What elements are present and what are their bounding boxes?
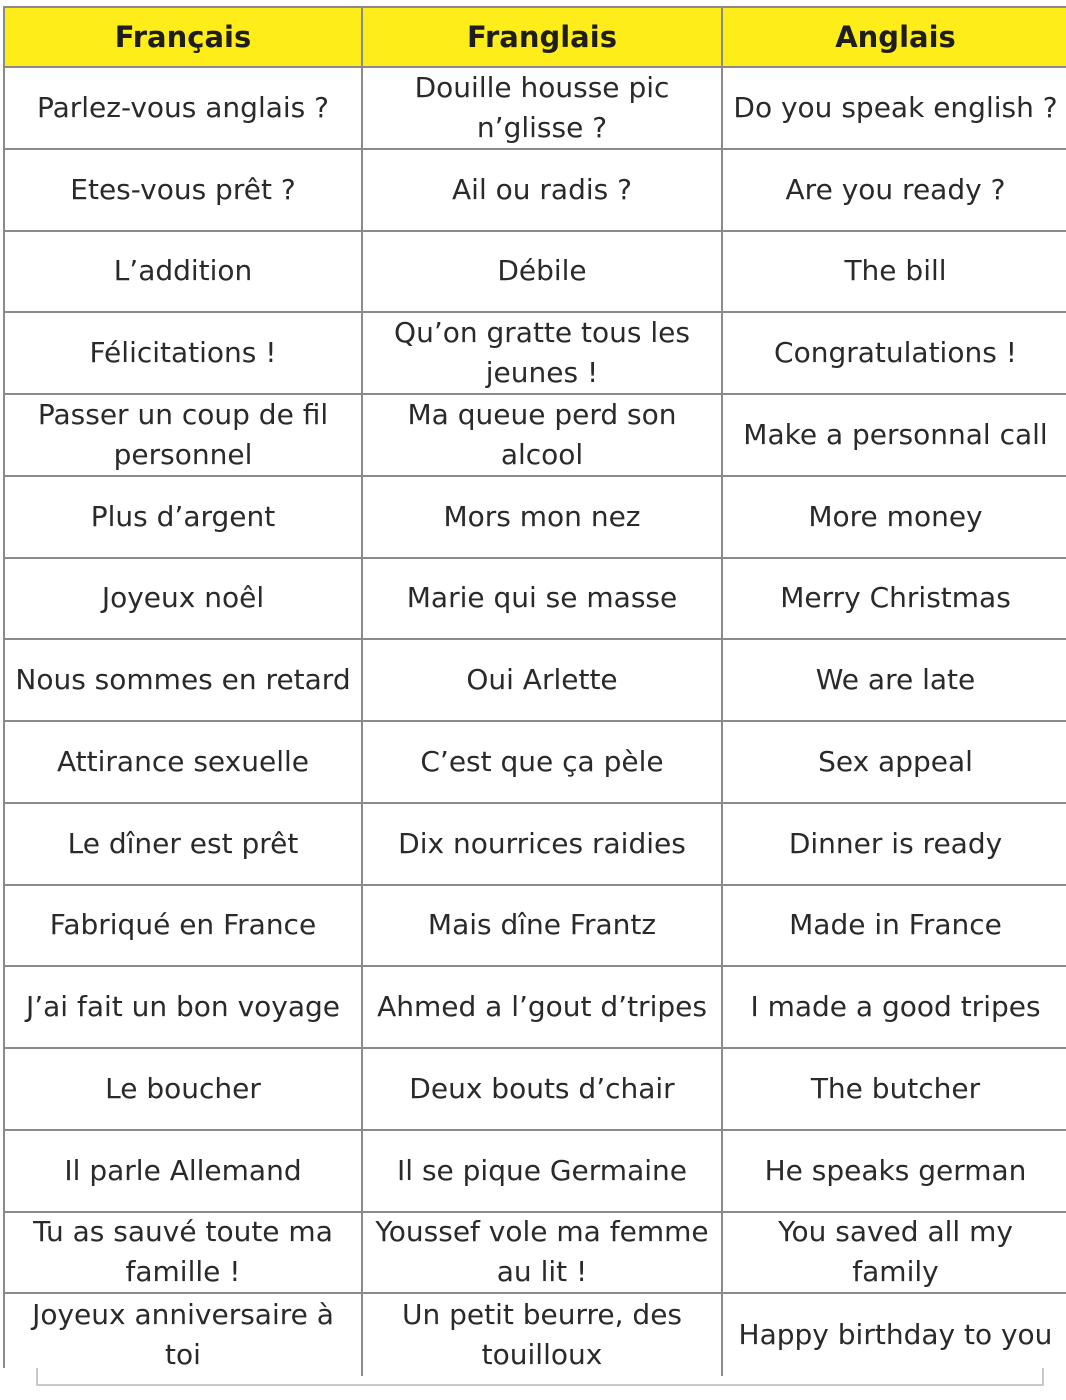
table-cell-francais: J’ai fait un bon voyage bbox=[5, 967, 363, 1049]
table-cell-francais: Le dîner est prêt bbox=[5, 804, 363, 886]
table-cell-anglais: Dinner is ready bbox=[723, 804, 1066, 886]
table-cell-franglais: Mors mon nez bbox=[363, 477, 723, 559]
table-cell-franglais: Douille housse pic n’glisse ? bbox=[363, 68, 723, 150]
table-cell-francais: Il parle Allemand bbox=[5, 1131, 363, 1213]
table-cell-franglais: Dix nourrices raidies bbox=[363, 804, 723, 886]
table-cell-anglais: More money bbox=[723, 477, 1066, 559]
table-cell-franglais: Marie qui se masse bbox=[363, 559, 723, 641]
table-cell-anglais: You saved all my family bbox=[723, 1213, 1066, 1295]
table-cell-francais: Nous sommes en retard bbox=[5, 640, 363, 722]
comparison-table bbox=[3, 6, 1066, 1372]
table-cell-francais: Attirance sexuelle bbox=[5, 722, 363, 804]
table-cell-franglais: Youssef vole ma femme au lit ! bbox=[363, 1213, 723, 1295]
table-cell-franglais: Mais dîne Frantz bbox=[363, 886, 723, 968]
table-cell-francais: Fabriqué en France bbox=[5, 886, 363, 968]
table-cell-anglais: Do you speak english ? bbox=[723, 68, 1066, 150]
table-cell-anglais: Made in France bbox=[723, 886, 1066, 968]
table-cell-francais: Tu as sauvé toute ma famille ! bbox=[5, 1213, 363, 1295]
header-franglais: Franglais bbox=[363, 8, 723, 68]
table-cell-franglais: Ail ou radis ? bbox=[363, 150, 723, 232]
table-cell-anglais: Merry Christmas bbox=[723, 559, 1066, 641]
table-cell-francais: Etes-vous prêt ? bbox=[5, 150, 363, 232]
header-francais: Français bbox=[5, 8, 363, 68]
table-cell-franglais: Qu’on gratte tous les jeunes ! bbox=[363, 313, 723, 395]
table-cell-francais: Parlez-vous anglais ? bbox=[5, 68, 363, 150]
table-cell-franglais: Débile bbox=[363, 232, 723, 314]
table-cell-franglais: Un petit beurre, des touilloux bbox=[363, 1294, 723, 1376]
bottom-frame bbox=[36, 1368, 1044, 1386]
table-cell-francais: Félicitations ! bbox=[5, 313, 363, 395]
header-anglais: Anglais bbox=[723, 8, 1066, 68]
table-cell-francais: Plus d’argent bbox=[5, 477, 363, 559]
table-cell-franglais: Oui Arlette bbox=[363, 640, 723, 722]
table-cell-anglais: Happy birthday to you bbox=[738, 1318, 1053, 1352]
table-cell-francais: Joyeux noêl bbox=[5, 559, 363, 641]
table-cell-anglais: The butcher bbox=[723, 1049, 1066, 1131]
table-cell-francais: Joyeux anniversaire à toi bbox=[5, 1294, 363, 1376]
table-cell-francais: Le boucher bbox=[5, 1049, 363, 1131]
table-cell-franglais: C’est que ça pèle bbox=[363, 722, 723, 804]
table-cell-francais: Passer un coup de fil personnel bbox=[5, 395, 363, 477]
table-cell-francais: L’addition bbox=[5, 232, 363, 314]
table-cell-franglais: Ahmed a l’gout d’tripes bbox=[363, 967, 723, 1049]
table-cell-anglais: The bill bbox=[723, 232, 1066, 314]
table-cell-anglais: We are late bbox=[723, 640, 1066, 722]
table-cell-franglais: Ma queue perd son alcool bbox=[363, 395, 723, 477]
table-cell-franglais: Deux bouts d’chair bbox=[363, 1049, 723, 1131]
table-cell-anglais: Sex appeal bbox=[723, 722, 1066, 804]
table-cell-anglais: Congratulations ! bbox=[723, 313, 1066, 395]
table-cell-anglais: Make a personnal call bbox=[723, 395, 1066, 477]
table-cell-franglais: Il se pique Germaine bbox=[363, 1131, 723, 1213]
table-cell-anglais: He speaks german bbox=[723, 1131, 1066, 1213]
table-cell-anglais: Are you ready ? bbox=[723, 150, 1066, 232]
table-cell-anglais: I made a good tripes bbox=[723, 967, 1066, 1049]
